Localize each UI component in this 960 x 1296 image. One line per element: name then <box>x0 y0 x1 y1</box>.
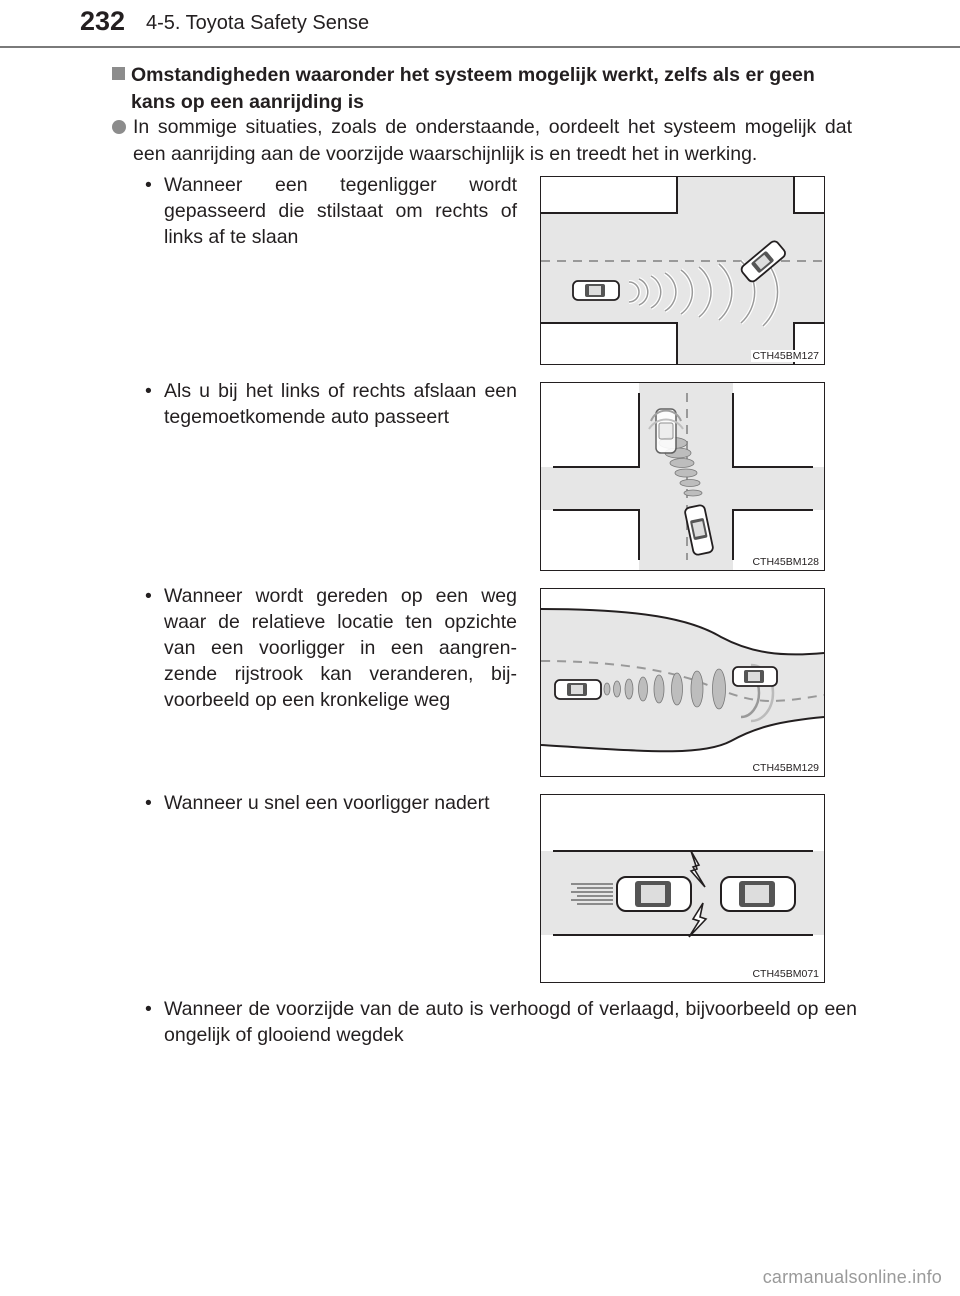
watermark: carmanualsonline.info <box>762 1267 942 1287</box>
square-bullet-icon <box>112 67 125 80</box>
figure-code: CTH45BM129 <box>752 762 819 774</box>
list-item-text: Als u bij het links of rechts afslaan een tegemoetkomende auto passeert <box>164 380 517 428</box>
page-header <box>0 0 960 48</box>
winding-road-illustration <box>541 589 824 776</box>
page-number: 232 <box>80 6 126 36</box>
list-item <box>145 378 517 430</box>
list-item <box>145 996 857 1048</box>
figure-code: CTH45BM128 <box>752 556 819 568</box>
list-bullet: • <box>145 380 152 402</box>
subsection-heading <box>112 62 862 116</box>
intro-paragraph <box>112 114 852 168</box>
intersection-illustration <box>541 177 824 364</box>
list-bullet: • <box>145 174 152 196</box>
list-item-text: Wanneer wordt gereden op een weg waar de relatieve locatie ten opzichte van een voorligger in een aangren-zende rijstrook kan veranderen, bij-voorbeeld op een kronkelige weg <box>164 585 517 711</box>
list-item-text: Wanneer de voorzijde van de auto is verhoogd of verlaagd, bijvoorbeeld op een ongelijk of glooiend wegdek <box>164 998 857 1046</box>
list-bullet: • <box>145 585 152 607</box>
list-item <box>145 172 517 250</box>
intro-text: In sommige situaties, zoals de onderstaande, oordeelt het systeem mogelijk dat een aanrijding aan de voorzijde waarschijnlijk is en treedt het in werking. <box>133 116 852 165</box>
subsection-heading-text: Omstandigheden waaronder het systeem mogelijk werkt, zelfs als er geen kans op een aanrijding is <box>131 64 815 113</box>
figure-approaching-vehicle <box>540 794 825 983</box>
list-bullet: • <box>145 792 152 814</box>
circle-bullet-icon <box>112 120 126 134</box>
list-bullet: • <box>145 998 152 1020</box>
list-item-text: Wanneer een tegenligger wordt gepasseerd die stilstaat om rechts of links af te slaan <box>164 174 517 248</box>
figure-winding-road <box>540 588 825 777</box>
figure-oncoming-turning-vehicle <box>540 176 825 365</box>
figure-code: CTH45BM127 <box>752 350 819 362</box>
figure-code: CTH45BM071 <box>752 968 819 980</box>
list-item <box>145 790 517 816</box>
section-title: 4-5. Toyota Safety Sense <box>146 12 370 34</box>
intersection-illustration <box>541 383 824 570</box>
list-item-text: Wanneer u snel een voorligger nadert <box>164 792 490 814</box>
list-item <box>145 583 517 713</box>
approaching-vehicle-illustration <box>541 795 824 982</box>
figure-turning-past-oncoming <box>540 382 825 571</box>
